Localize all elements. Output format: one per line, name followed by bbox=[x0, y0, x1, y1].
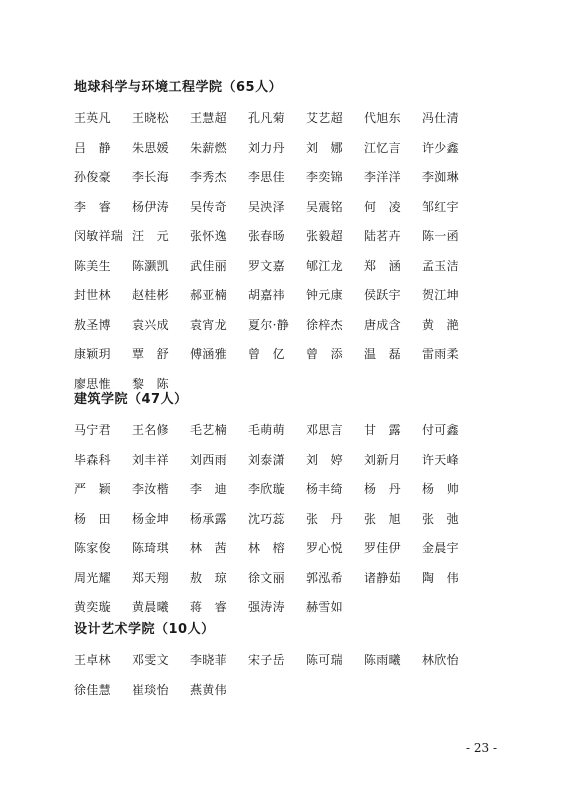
list-item: 吴震铭 bbox=[306, 199, 343, 214]
list-item: 许少鑫 bbox=[422, 140, 459, 155]
list-item: 陆茗卉 bbox=[364, 229, 401, 243]
list-item: 孔凡菊 bbox=[248, 111, 285, 125]
list-item: 敖圣博 bbox=[74, 317, 111, 332]
list-item: 诸静茹 bbox=[364, 570, 401, 585]
list-item: 强涛涛 bbox=[248, 600, 285, 614]
list-item: 林欣怡 bbox=[422, 653, 459, 667]
list-item: 徐文丽 bbox=[248, 570, 285, 585]
section-architecture bbox=[74, 390, 514, 623]
section-design-art bbox=[74, 620, 514, 705]
list-item: 毛萌萌 bbox=[248, 423, 285, 437]
list-item: 刘 婷 bbox=[306, 452, 343, 467]
list-item: 宋子岳 bbox=[248, 653, 285, 667]
list-item: 张 弛 bbox=[422, 511, 459, 526]
list-item: 罗文嘉 bbox=[248, 258, 285, 273]
list-item: 罗佳伊 bbox=[364, 541, 401, 555]
list-item: 傅涵雅 bbox=[190, 347, 227, 361]
list-item: 夏尔·静 bbox=[248, 317, 290, 332]
list-item: 王名修 bbox=[132, 423, 169, 437]
list-item: 杨丰绮 bbox=[306, 482, 343, 496]
list-item: 李晓菲 bbox=[190, 653, 227, 667]
list-item: 雷雨柔 bbox=[422, 347, 459, 361]
list-item: 吴传奇 bbox=[190, 199, 227, 214]
list-item: 黄 滟 bbox=[422, 317, 459, 332]
name-list bbox=[74, 646, 514, 705]
list-item: 邓思言 bbox=[306, 423, 343, 437]
list-item: 李长海 bbox=[132, 170, 169, 184]
list-item: 杨 丹 bbox=[364, 482, 401, 496]
list-item: 武佳丽 bbox=[190, 258, 227, 273]
list-item: 康颖玥 bbox=[74, 347, 111, 361]
list-item: 黎 陈 bbox=[132, 376, 169, 391]
list-item: 袁兴成 bbox=[132, 317, 169, 332]
list-item: 张春旸 bbox=[248, 229, 285, 243]
name-list bbox=[74, 104, 514, 399]
list-item: 朱思媛 bbox=[132, 140, 169, 155]
list-item: 李汝楷 bbox=[132, 482, 169, 496]
list-item: 刘力丹 bbox=[248, 140, 285, 155]
list-item: 沈巧蕊 bbox=[248, 511, 285, 526]
list-item: 罗心悦 bbox=[306, 541, 343, 555]
list-item: 杨 田 bbox=[74, 511, 111, 526]
list-item: 邹红宇 bbox=[422, 199, 459, 214]
list-item: 张怀逸 bbox=[190, 229, 227, 243]
list-item: 李洋洋 bbox=[364, 170, 401, 184]
list-item: 王卓林 bbox=[74, 653, 111, 667]
list-item: 胡嘉祎 bbox=[248, 288, 285, 302]
list-item: 杨金坤 bbox=[132, 511, 169, 526]
list-item: 陈可瑞 bbox=[306, 653, 343, 667]
list-item: 王英凡 bbox=[74, 111, 111, 125]
list-item: 廖思惟 bbox=[74, 376, 111, 391]
list-item: 赵桂彬 bbox=[132, 288, 169, 302]
list-item: 刘丰祥 bbox=[132, 452, 169, 467]
list-item: 刘 娜 bbox=[306, 140, 343, 155]
list-item: 朱薪燃 bbox=[190, 140, 227, 155]
list-item: 郭泓希 bbox=[306, 570, 343, 585]
list-item: 陶 伟 bbox=[422, 570, 459, 585]
list-item: 陈一函 bbox=[422, 229, 459, 243]
list-item: 贺江坤 bbox=[422, 288, 459, 302]
list-item: 李洳琳 bbox=[422, 170, 459, 184]
list-item: 许天峰 bbox=[422, 452, 459, 467]
list-item: 覃 舒 bbox=[132, 347, 169, 361]
list-item: 付可鑫 bbox=[422, 423, 459, 437]
list-item: 燕黄伟 bbox=[190, 682, 227, 697]
list-item: 张毅超 bbox=[306, 229, 343, 243]
list-item: 侯跃宇 bbox=[364, 288, 401, 302]
list-item: 崔琰怡 bbox=[132, 682, 169, 697]
list-item: 郑 涵 bbox=[364, 258, 401, 273]
list-item: 黄晨曦 bbox=[132, 600, 169, 614]
list-item: 赫雪如 bbox=[306, 600, 343, 614]
list-item: 何 凌 bbox=[364, 199, 401, 214]
list-item: 李秀杰 bbox=[190, 170, 227, 184]
list-item: 王晓松 bbox=[132, 111, 169, 125]
list-item: 甘 露 bbox=[364, 423, 401, 437]
list-item: 刘西雨 bbox=[190, 452, 227, 467]
page-number: - 23 - bbox=[466, 741, 498, 755]
list-item: 李欣璇 bbox=[248, 482, 285, 496]
list-item: 金晨宇 bbox=[422, 541, 459, 555]
section-title: 设计艺术学院（10人） bbox=[74, 622, 215, 637]
list-item: 陈琦琪 bbox=[132, 541, 169, 555]
list-item: 毛艺楠 bbox=[190, 423, 227, 437]
list-item: 陈雨曦 bbox=[364, 653, 401, 667]
list-item: 黄奕璇 bbox=[74, 600, 111, 614]
list-item: 王慧超 bbox=[190, 111, 227, 125]
list-item: 严 颖 bbox=[74, 482, 111, 496]
list-item: 敖 琼 bbox=[190, 570, 227, 585]
list-item: 吕 静 bbox=[74, 140, 111, 155]
list-item: 邓雯文 bbox=[132, 653, 169, 667]
list-item: 马宁君 bbox=[74, 423, 111, 437]
section-title: 地球科学与环境工程学院（65人） bbox=[74, 80, 283, 95]
list-item: 李 迪 bbox=[190, 482, 227, 496]
list-item: 刘泰潇 bbox=[248, 452, 285, 467]
list-item: 林 茜 bbox=[190, 541, 227, 555]
list-item: 刘新月 bbox=[364, 452, 401, 467]
list-item: 封世林 bbox=[74, 288, 111, 302]
list-item: 徐梓杰 bbox=[306, 317, 343, 332]
list-item: 钟元康 bbox=[306, 288, 343, 302]
list-item: 陈家俊 bbox=[74, 541, 111, 555]
list-item: 闵敏祥瑞 bbox=[74, 229, 124, 243]
list-item: 曾 添 bbox=[306, 347, 343, 361]
list-item: 李奕锦 bbox=[306, 170, 343, 184]
list-item: 林 榕 bbox=[248, 541, 285, 555]
list-item: 袁宵龙 bbox=[190, 317, 227, 332]
list-item: 李 睿 bbox=[74, 199, 111, 214]
list-item: 孟玉洁 bbox=[422, 258, 459, 273]
list-item: 江忆言 bbox=[364, 140, 401, 155]
section-title: 建筑学院（47人） bbox=[74, 392, 188, 407]
list-item: 艾艺超 bbox=[306, 111, 343, 125]
list-item: 吴泱泽 bbox=[248, 199, 285, 214]
list-item: 蒋 睿 bbox=[190, 600, 227, 614]
name-list bbox=[74, 416, 514, 623]
list-item: 曾 亿 bbox=[248, 347, 285, 361]
list-item: 张 旭 bbox=[364, 511, 401, 526]
list-item: 李思佳 bbox=[248, 170, 285, 184]
list-item: 郝亚楠 bbox=[190, 288, 227, 302]
list-item: 唐成含 bbox=[364, 317, 401, 332]
list-item: 徐佳慧 bbox=[74, 682, 111, 697]
list-item: 张 丹 bbox=[306, 511, 343, 526]
list-item: 杨 帅 bbox=[422, 482, 459, 496]
list-item: 孙俊豪 bbox=[74, 170, 111, 184]
list-item: 陈灏凯 bbox=[132, 258, 169, 273]
list-item: 冯仕清 bbox=[422, 111, 459, 125]
list-item: 毕森科 bbox=[74, 452, 111, 467]
list-item: 杨承露 bbox=[190, 511, 227, 526]
list-item: 汪 元 bbox=[132, 229, 169, 243]
list-item: 杨伊涛 bbox=[132, 199, 169, 214]
list-item: 温 磊 bbox=[364, 347, 401, 361]
section-earth-science bbox=[74, 78, 514, 399]
list-item: 代旭东 bbox=[364, 111, 401, 125]
list-item: 郑天翔 bbox=[132, 570, 169, 585]
list-item: 周光耀 bbox=[74, 570, 111, 585]
list-item: 陈美生 bbox=[74, 258, 111, 273]
list-item: 郇江龙 bbox=[306, 258, 343, 273]
